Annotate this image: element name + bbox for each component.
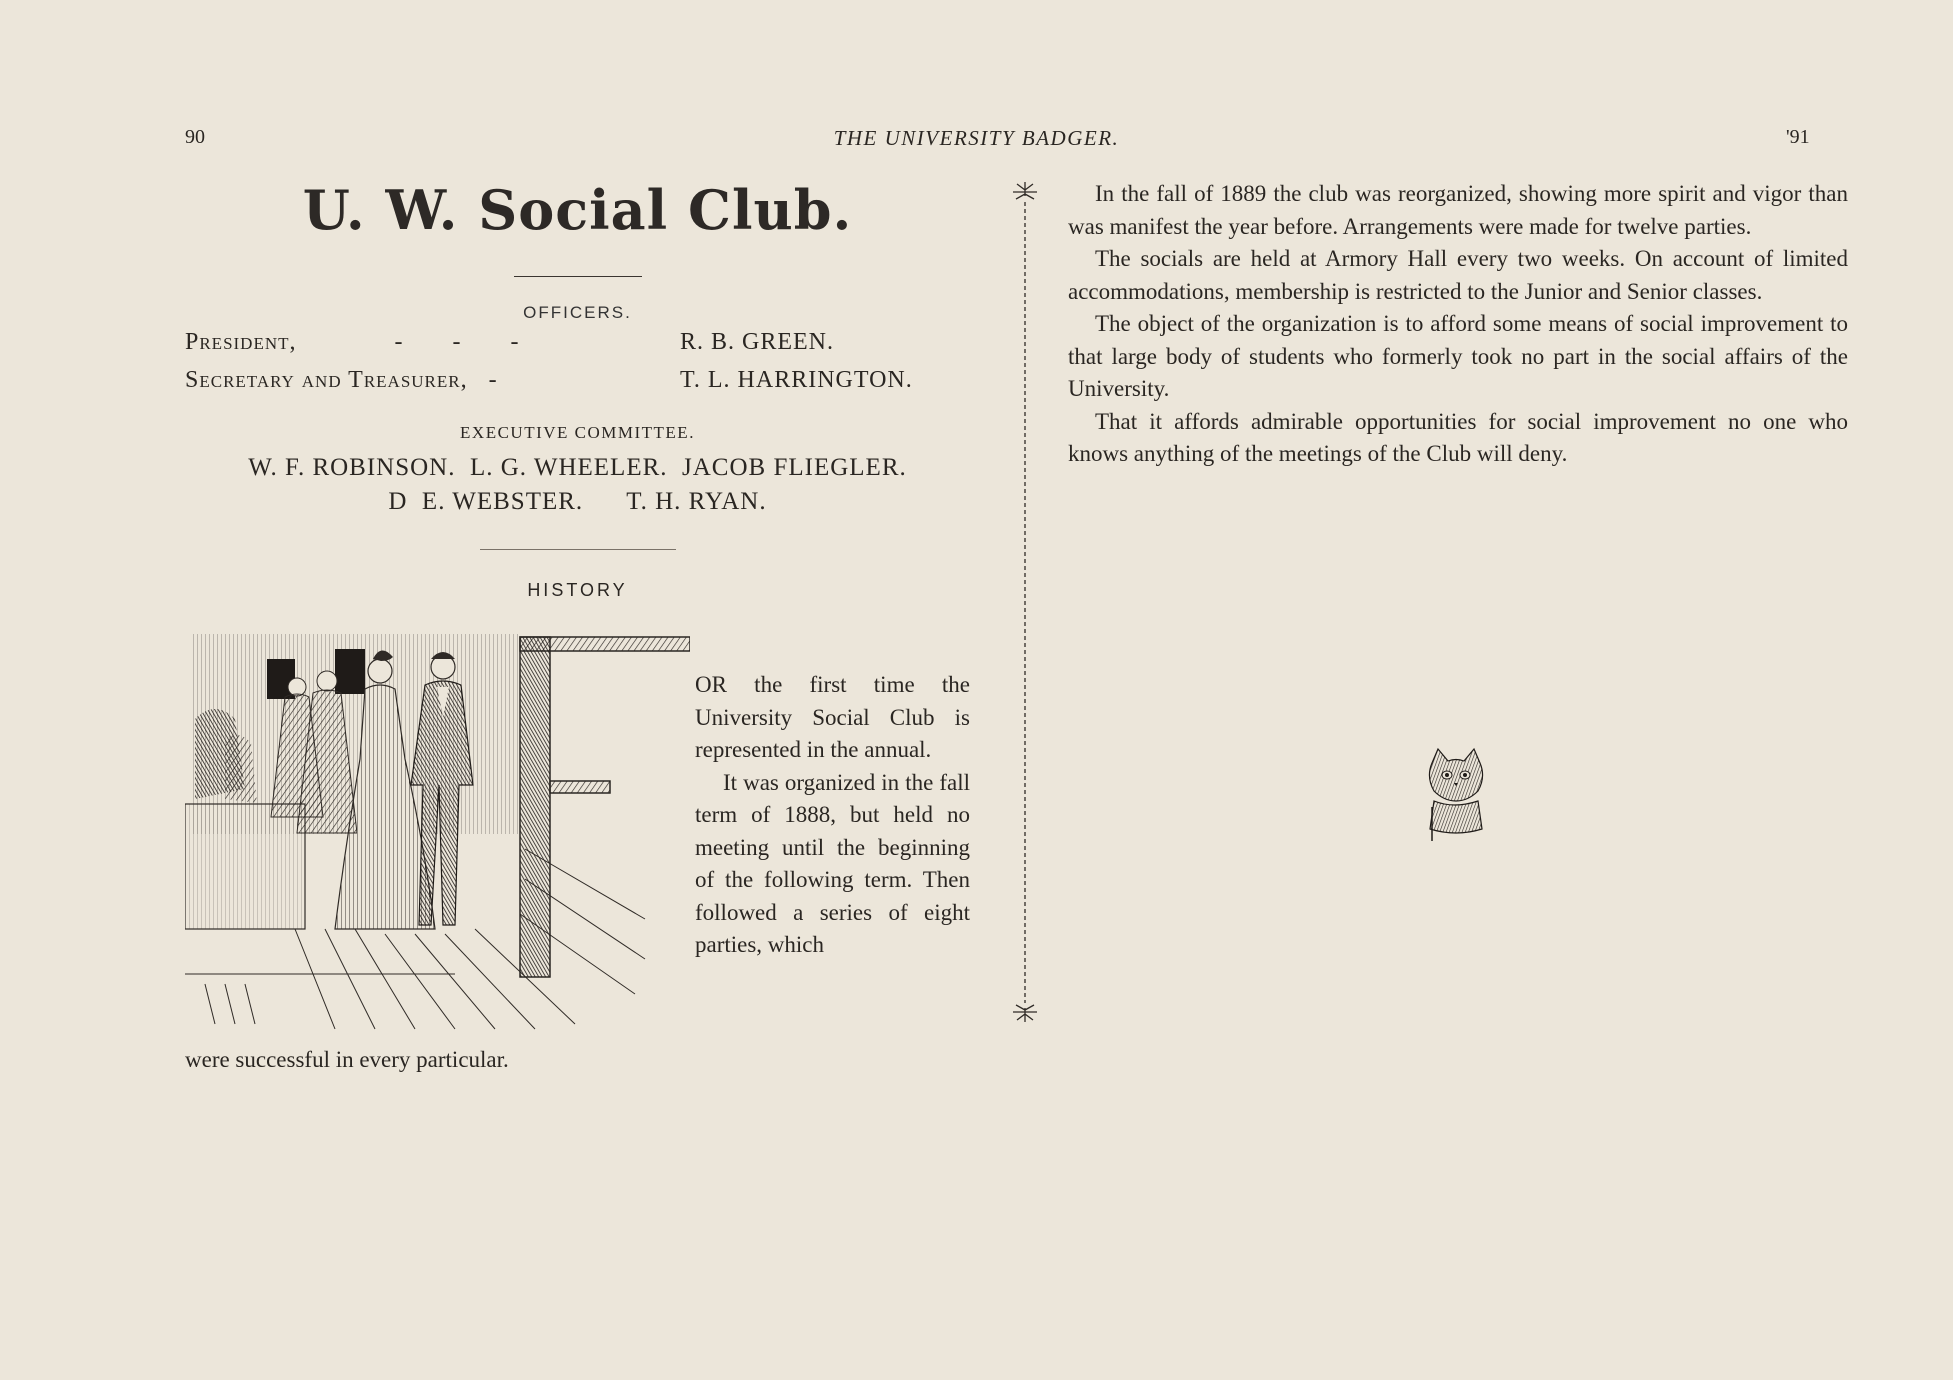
officer-row: [185, 329, 970, 361]
history-text: [695, 669, 970, 962]
running-title: THE UNIVERSITY BADGER.: [833, 126, 1120, 150]
executive-line: W. F. ROBINSON. L. G. WHEELER. JACOB FLIEGLER.: [248, 454, 907, 481]
kitten-vignette: [1420, 745, 1490, 845]
history-section: [185, 619, 970, 1072]
right-column: [1068, 178, 1848, 471]
body-paragraph: The socials are held at Armory Hall every two weeks. On account of limited accommodations, membership is restricted to the Junior and Senior classes.: [1068, 246, 1848, 304]
page-number: 90: [185, 126, 205, 148]
executive-heading: EXECUTIVE COMMITTEE.: [460, 423, 695, 442]
officers-heading: OFFICERS.: [523, 303, 632, 322]
officer-role: President, - - -: [185, 329, 520, 355]
club-title: U. W. Social Club.: [302, 178, 853, 242]
section-rule: [480, 549, 676, 550]
officer-role: Secretary and Treasurer, -: [185, 367, 498, 393]
ornamental-divider: [1010, 180, 1040, 1025]
running-header: [0, 126, 1953, 156]
history-heading: HISTORY: [527, 580, 628, 600]
body-paragraph: In the fall of 1889 the club was reorganized, showing more spirit and vigor than was manifest the year before. Arrangements were made for twelve parties.: [1068, 181, 1848, 239]
title-rule: [514, 276, 642, 277]
ballroom-engraving: [185, 629, 690, 1034]
officer-row: [185, 367, 970, 399]
history-paragraph: OR the first time the University Social Club is represented in the annual.: [695, 672, 970, 762]
year-mark: '91: [1786, 126, 1810, 148]
drop-cap-f: [520, 637, 690, 977]
left-column: [185, 170, 970, 1072]
body-paragraph: That it affords admirable opportunities for social improvement no one who knows anything of the meetings of the Club will deny.: [1068, 408, 1848, 466]
executive-members: [185, 451, 970, 519]
history-paragraph: It was organized in the fall term of 1888, but held no meeting until the beginning of the following term. Then followed a series of eight parties, which: [695, 769, 970, 957]
history-last-line: were successful in every particular.: [185, 1047, 509, 1072]
executive-line: D E. WEBSTER. T. H. RYAN.: [388, 488, 767, 515]
body-paragraph: The object of the organization is to afford some means of social improvement to that large body of students who formerly took no part in the social affairs of the University.: [1068, 311, 1848, 401]
officer-name: R. B. GREEN.: [680, 329, 835, 355]
officer-name: T. L. HARRINGTON.: [680, 367, 913, 393]
